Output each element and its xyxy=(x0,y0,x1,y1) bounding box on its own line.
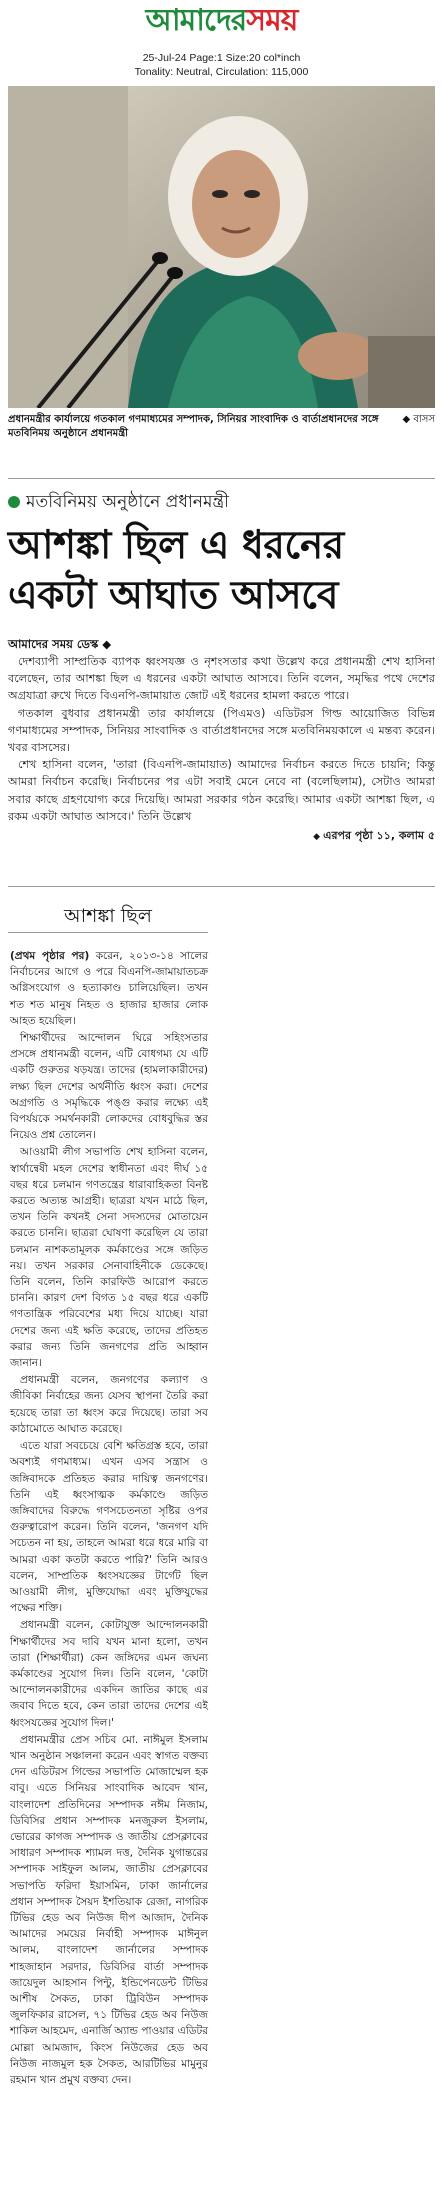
kicker xyxy=(8,487,435,517)
triangle-icon: ◆ xyxy=(313,832,324,843)
headline-line-2: একটা আঘাত আসবে xyxy=(8,572,338,618)
jump-line xyxy=(8,827,435,846)
divider xyxy=(8,932,208,933)
continuation-paragraph: আওয়ামী লীগ সভাপতি শেখ হাসিনা বলেন, স্বার্থান্বেষী মহল দেশের স্বাধীনতা এবং দীর্ঘ ১৫ বছর ধরে চলমান গণতন্ত্রের ধারাবাহিকতা বিনষ্ট করতে অত্যন্ত আগ্রহী। ছাত্ররা যখন মাঠে ছিল, তখন তিনি কখনই সেনা সদস্যদের মোতায়েন করতে চাননি। ছাত্ররা ঘোষণা করেছিল যে তারা চলমান নাশকতামূলক কর্মকাণ্ডের সঙ্গে জড়িত নয়। তখন সরকার সেনাবাহিনীকে ডেকেছে। তিনি বলেন, তিনি কারফিউ আরোপ করতে চাননি। কারণ দেশ বিগত ১৫ বছর ধরে একটি গণতান্ত্রিক পরিবেশের মধ্য দিয়ে যাচ্ছে। যারা দেশের জন্য এই ক্ষতি করেছে, তাদের প্রতিহত করার জন্য তিনি জনগণের প্রতি আহ্বান জানান। xyxy=(10,1146,208,1370)
lead-paragraph-1: দেশব্যাপী সাম্প্রতিক ব্যাপক ধ্বংসযজ্ঞ ও নৃশংসতার কথা উল্লেখ করে প্রধানমন্ত্রী শেখ হাসিনা বলেছেন, তার আশঙ্কা ছিল এ ধরনের একটা আঘাত আসবে। তিনি বলেন, সমৃদ্ধির পথে দেশের অগ্রযাত্রা রুখে দিতে বিএনপি-জামায়াত জোট এই ধরনের হামলা করতে পারে। xyxy=(8,655,435,703)
continuation-paragraph xyxy=(10,948,208,1029)
headline-line-1: আশঙ্কা ছিল এ ধরনের xyxy=(8,522,344,568)
clipping-meta-date: 25-Jul-24 Page:1 Size:20 col*inch xyxy=(142,52,301,64)
lead-paragraph-2: গতকাল বুধবার প্রধানমন্ত্রী তার কার্যালয়ে (পিএমও) এডিটরস গিল্ড আয়োজিত বিভিন্ন গণমাধ্যমের সম্পাদক, সিনিয়র সাংবাদিক ও বার্তাপ্রধানদের সঙ্গে মতবিনিময়কালে এ মন্তব্য করেন। খবর বাসসের। xyxy=(8,706,435,755)
clipping-meta-tonality: Tonality: Neutral, Circulation: 115,000 xyxy=(134,66,309,78)
byline: আমাদের সময় ডেস্ক ◆ xyxy=(8,637,112,651)
divider xyxy=(8,478,435,479)
continuation-label: (প্রথম পৃষ্ঠার পর) xyxy=(10,950,90,962)
green-bullet-icon xyxy=(8,496,20,508)
headline xyxy=(8,520,435,620)
continuation-paragraph: প্রধানমন্ত্রী বলেন, জনগণের কল্যাণ ও জীবিকা নির্বাহের জন্য যেসব স্থাপনা তৈরি করা হয়েছে তারা তা ধ্বংস করে দিয়েছে। তারা সব কাঠামোতে আঘাত করেছে। xyxy=(10,1374,208,1435)
logo-part-2: সময় xyxy=(246,3,298,38)
continuation-body xyxy=(10,948,208,2089)
continuation-paragraph: প্রধানমন্ত্রী বলেন, কোটাযুক্ত আন্দোলনকারী শিক্ষার্থীদের সব দাবি যখন মানা হলো, তখন তারা (শিক্ষার্থীরা) কেন জঙ্গিদের এমন জঘন্য কর্মকাণ্ডের সুযোগ দিল। তিনি বলেন, 'কোটা আন্দোলনকারীদের একদিন জাতির কাছে এর জবাব দিতে হবে, কেন তারা তাদের দেশের এই ধ্বংসযজ্ঞের সুযোগ দিল।' xyxy=(10,1619,208,1729)
continuation-text: করেন, ২০১৩-১৪ সালের নির্বাচনের আগে ও পরে বিএনপি-জামায়াতচক্র অগ্নিসংযোগ ও হত্যাকাণ্ড চালিয়েছিল। তখন শত শত মানুষ নিহত ও হাজার হাজার লোক আহত হয়েছিল। xyxy=(10,950,208,1027)
masthead xyxy=(0,0,443,42)
continuation-title: আশঙ্কা ছিল xyxy=(64,905,152,927)
continuation-paragraph: প্রধানমন্ত্রীর প্রেস সচিব মো. নাঈমুল ইসলাম খান অনুষ্ঠান সঞ্চালনা করেন এবং স্বাগত বক্তব্য দেন এডিটরস গিল্ডের সভাপতি মোজাম্মেল হক বাবু। এতে সিনিয়র সাংবাদিক আবেদ খান, বাংলাদেশ প্রতিদিনের সম্পাদক নঈম নিজাম, ডিবিসির প্রধান সম্পাদক মনজুরুল ইসলাম, ভোরের কাগজ সম্পাদক ও জাতীয় প্রেসক্লাবের সাধারণ সম্পাদক শ্যামল দত্ত, দৈনিক যুগান্তরের সম্পাদক সাইফুল আলম, জাতীয় প্রেসক্লাবের সভাপতি ফরিদা ইয়াসমিন, ঢাকা জার্নালের প্রধান সম্পাদক সৈয়দ ইশতিয়াক রেজা, নাগরিক টিভির হেড অব নিউজ দীপ আজাদ, দৈনিক আমাদের সময়ের নির্বাহী সম্পাদক মাঈনুল আলম, বাংলাদেশ জার্নালের সম্পাদক শাহজাহান সরদার, ডিবিসির বার্তা সম্পাদক জায়েদুল আহসান পিন্টু, ইন্ডিপেনডেন্ট টিভির আশীষ সৈকত, ঢাকা ট্রিবিউন সম্পাদক জুলফিকার রাসেল, ৭১ টিভির হেড অব নিউজ শাকিল আহমেদ, এনার্জি অ্যান্ড পাওয়ার এডিটর মোল্লা আমজাদ, কিংস নিউজের হেড অব নিউজ নাজমুল হক সৈকত, আরটিভির মামুনুর রহমান খান প্রমুখ বক্তব্য দেন। xyxy=(10,1733,208,2087)
continuation-paragraph: শিক্ষার্থীদের আন্দোলন ঘিরে সহিংসতার প্রসঙ্গে প্রধানমন্ত্রী বলেন, এটি বোধগম্য যে এটি একটি গুরুতর ষড়যন্ত্র। তাদের (হামলাকারীদের) লক্ষ্য ছিল দেশের অর্থনীতি ধ্বংস করা। দেশের অগ্রগতি ও সমৃদ্ধিকে পঙ্গু করার লক্ষ্যে এই বিপর্যয়কে সমর্থনকারী লোকদের বোধবুদ্ধির স্তর নিয়েও প্রশ্ন তোলেন। xyxy=(10,1032,208,1142)
logo-part-1: আমাদের xyxy=(145,3,247,38)
jump-text: এরপর পৃষ্ঠা ১১, কলাম ৫ xyxy=(323,829,435,843)
caption-text: প্রধানমন্ত্রীর কার্যালয়ে গতকাল গণমাধ্যমের সম্পাদক, সিনিয়র সাংবাদিক ও বার্তাপ্রধানদের সঙ্গে মতবিনিময় অনুষ্ঠানে প্রধানমন্ত্রী xyxy=(8,414,379,439)
lead-paragraph-3: শেখ হাসিনা বলেন, 'তারা (বিএনপি-জামায়াত) আমাদের নির্বাচন করতে দিতে চায়নি; কিন্তু আমরা নির্বাচন করেছি। নির্বাচনের পর এটা সবাই মেনে নেবে না (বলেছিলাম), সেটাও আমরা সবার কাছে গ্রহণযোগ্য করে দিয়েছি। আমরা সরকার গঠন করেছি। আমার একটা আশঙ্কা ছিল, এ রকম একটা আঘাত আসবে।' তিনি উল্লেখ xyxy=(8,758,435,823)
news-photo xyxy=(8,86,435,408)
photo-credit: ◆ বাসস xyxy=(402,414,435,425)
continuation-paragraph: এতে যারা সবচেয়ে বেশি ক্ষতিগ্রস্ত হবে, তারা অবশ্যই গণমাধ্যম। এখন এসব সন্ত্রাস ও জঙ্গিবাদকে প্রতিহত করার দায়িত্ব জনগণের। তিনি এই ধ্বংসাত্মক কর্মকাণ্ডে জড়িত জঙ্গিবাদের বিরুদ্ধে গণসচেতনতা সৃষ্টির ওপর গুরুত্বারোপ করেন। তিনি বলেন, 'জনগণ যদি সচেতন না হয়, তাহলে আমরা ধরে ধরে মারি বা আমরা একা কতটা করতে পারি?' তিনি আরও বলেন, সাম্প্রতিক ধ্বংসযজ্ঞের টার্গেট ছিল আওয়ামী লীগ, মুক্তিযোদ্ধা এবং মুক্তিযুদ্ধের পক্ষের শক্তি। xyxy=(10,1440,208,1615)
photo-caption xyxy=(8,413,435,441)
newspaper-logo xyxy=(146,2,298,40)
divider xyxy=(8,886,435,887)
photo-of-speaker-at-microphones xyxy=(8,86,435,408)
kicker-text: মতবিনিময় অনুষ্ঠানে প্রধানমন্ত্রী xyxy=(26,492,230,512)
lead-article xyxy=(8,653,435,846)
